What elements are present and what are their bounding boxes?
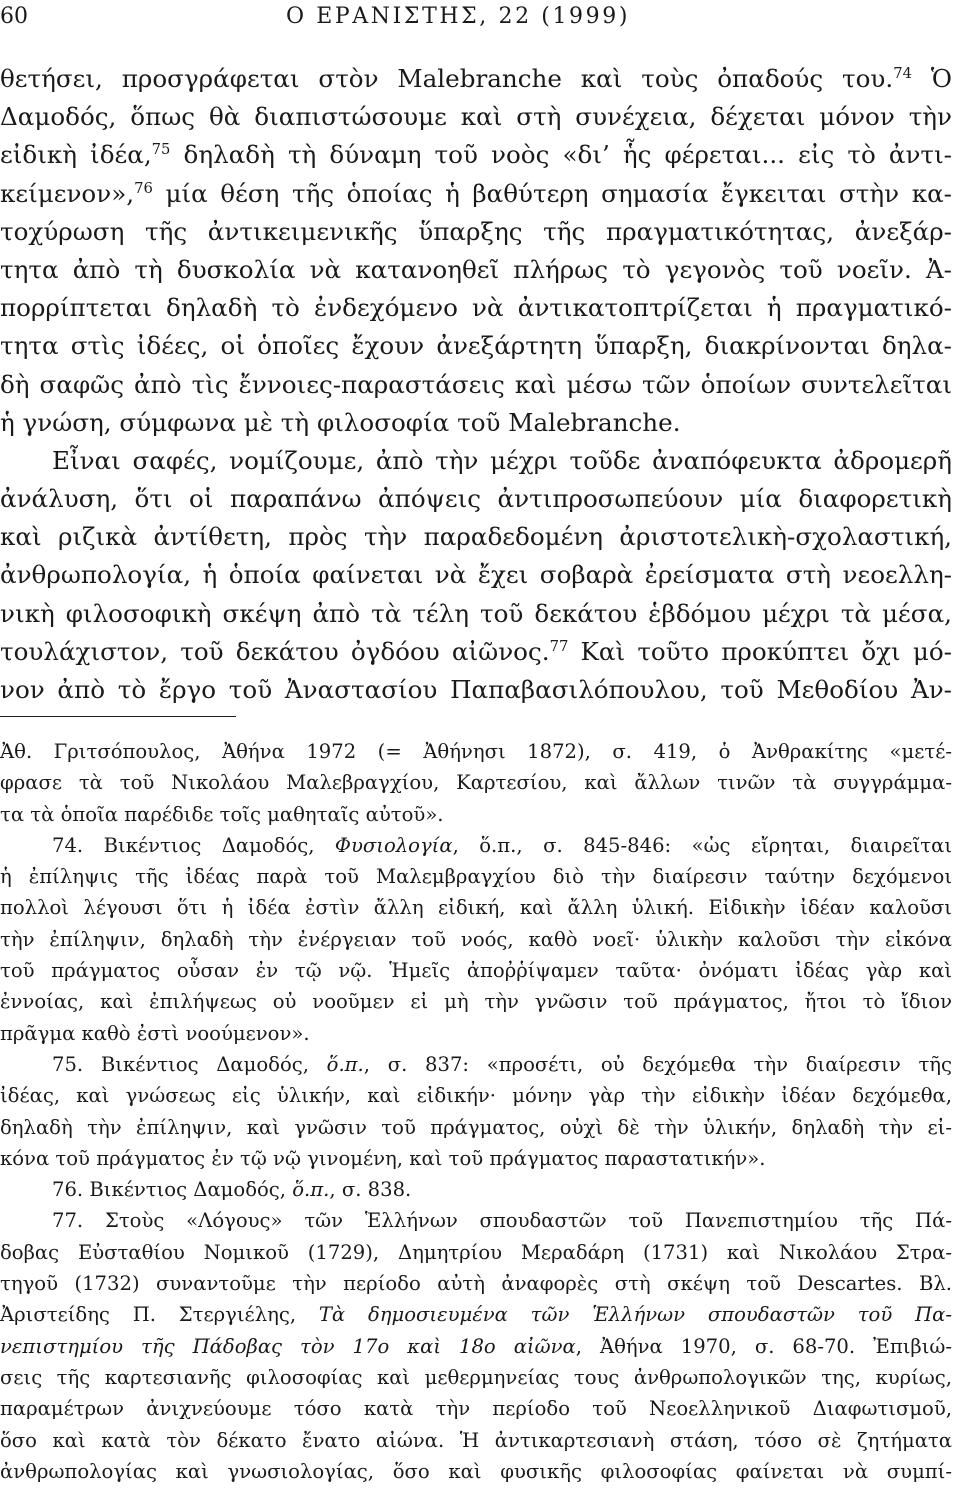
text-line: ἡ γνώση, σύμφωνα μὲ τὴ φιλοσοφία τοῦ Malebranche.	[0, 407, 681, 437]
main-text	[0, 60, 952, 709]
footnote-line: τα τὰ ὁποῖα παρέδιδε τοῖς μαθηταῖς αὐτοῦ».	[0, 802, 444, 826]
footnote-line: δοβας Εὐσταθίου Νομικοῦ (1729), Δημητρίου Μεραδάρη (1731) καὶ Νικολάου Στρα-	[0, 1240, 952, 1264]
footnote-line: πρᾶγμα καθὸ ἐστὶ νοούμενον».	[0, 1021, 310, 1045]
footnote-separator	[0, 716, 236, 717]
footnote-line: ἡ ἐπίληψις τῆς ἰδέας παρὰ τοῦ Μαλεμβραγχίου διὸ τὴν διαίρεσιν ταύτην δεχόμενοι	[0, 865, 952, 889]
text-line: δὴ σαφῶς ἀπὸ τὶς ἔννοιες-παραστάσεις καὶ μέσω τῶν ὁποίων συντελεῖται	[0, 369, 952, 399]
footnote-line: ἐννοίας, καὶ ἐπιλήψεως οὐ νοοῦμεν εἰ μὴ τὴν γνῶσιν τοῦ πράγματος, ἤτοι τὸ ἴδιον	[0, 990, 952, 1014]
footnote-line: Ἀριστείδης Π. Στεργιέλης, Τὰ δημοσιευμένα τῶν Ἑλλήνων σπουδαστῶν τοῦ Πα-	[0, 1303, 952, 1327]
footnote-line: ἀνθρωπολογίας καὶ γνωσιολογίας, ὅσο καὶ φυσικῆς φιλοσοφίας φαίνεται νὰ συμπί-	[0, 1459, 952, 1483]
running-header	[0, 4, 960, 34]
footnote-77-start: 77. Στοὺς «Λόγους» τῶν Ἑλλήνων σπουδαστῶν τοῦ Πανεπιστημίου τῆς Πά-	[52, 1209, 952, 1233]
page-number: 60	[0, 4, 28, 29]
text-line: ἀνάλυση, ὅτι οἱ παραπάνω ἀπόψεις ἀντιπροσωπεύουν μία διαφορετικὴ	[0, 484, 952, 514]
journal-title: Ο ΕΡΑΝΙΣΤΗΣ, 22 (1999)	[286, 4, 631, 29]
footnote-line: Ἀθ. Γριτσόπουλος, Ἀθήνα 1972 (= Ἀθήνησι 1872), σ. 419, ὁ Ἀνθρακίτης «μετέ-	[0, 740, 952, 763]
footnote-line: τὴν ἐπίληψιν, δηλαδὴ τὴν ἐνέργειαν τοῦ νοός, καθὸ νοεῖ· ὑλικὴν καλοῦσι τὴν εἰκόνα	[0, 927, 952, 951]
text-line: τοχύρωση τῆς ἀντικειμενικῆς ὕπαρξης τῆς πραγματικότητας, ἀνεξάρ-	[0, 216, 952, 246]
footnote-line: σεις τῆς καρτεσιανῆς φιλοσοφίας καὶ μεθερμηνείας τους ἀνθρωπολογικῶν της, κυρίως,	[0, 1365, 952, 1389]
footnote-line: πολλοὶ λέγουσι ὅτι ἡ ἰδέα ἐστὶν ἄλλη εἰδική, καὶ ἄλλη ὑλική. Εἰδικὴν ἰδέαν καλοῦσι	[0, 896, 952, 920]
footnote-line: κόνα τοῦ πράγματος ἐν τῷ νῷ γινομένη, καὶ τοῦ πράγματος παραστατικήν».	[0, 1146, 766, 1170]
footnote-line: νεπιστημίου τῆς Πάδοβας τὸν 17ο καὶ 18ο αἰῶνα, Ἀθήνα 1970, σ. 68-70. Ἐπιβιώ-	[0, 1334, 952, 1358]
paragraph-start-line: Εἶναι σαφές, νομίζουμε, ἀπὸ τὴν μέχρι τοῦδε ἀναπόφευκτα ἀδρομερῆ	[52, 445, 952, 475]
text-line: θετήσει, προσγράφεται στὸν Malebranche καὶ τοὺς ὀπαδούς του.$^{74}$ Ὁ	[0, 64, 952, 93]
footnote-line: ὅσο καὶ κατὰ τὸν δέκατο ἔνατο αἰώνα. Ἡ ἀντικαρτεσιανὴ στάση, τόσο σὲ ζητήματα	[0, 1428, 952, 1452]
footnotes	[0, 736, 952, 1487]
footnote-line: ἰδέας, καὶ γνώσεως εἰς ὑλικήν, καὶ εἰδικήν· μόνην γὰρ τὴν εἰδικὴν ἰδέαν δεχόμεθα,	[0, 1084, 952, 1108]
text-line: τητα ἀπὸ τὴ δυσκολία νὰ κατανοηθεῖ πλήρως τὸ γεγονὸς τοῦ νοεῖν. Ἀ-	[0, 254, 952, 284]
text-line: τουλάχιστον, τοῦ δεκάτου ὀγδόου αἰῶνος.$^{77}$ Καὶ τοῦτο προκύπτει ὄχι μό-	[0, 636, 952, 666]
footnote-line: φρασε τὰ τοῦ Νικολάου Μαλεβραγχίου, Καρτεσίου, καὶ ἄλλων τινῶν τὰ συγγράμμα-	[0, 771, 952, 795]
footnote-74-start: 74. Βικέντιος Δαμοδός, Φυσιολογία, ὅ.π., σ. 845-846: «ὡς εἴρηται, διαιρεῖται	[52, 833, 952, 857]
footnote-line: τηγοῦ (1732) συναντοῦμε τὴν περίοδο αὐτὴ ἀναφορὲς στὴ σκέψη τοῦ Descartes. Βλ.	[0, 1272, 952, 1296]
text-line: νικὴ φιλοσοφικὴ σκέψη ἀπὸ τὰ τέλη τοῦ δεκάτου ἑβδόμου μέχρι τὰ μέσα,	[0, 598, 952, 628]
footnote-75-start: 75. Βικέντιος Δαμοδός, ὅ.π., σ. 837: «προσέτι, οὐ δεχόμεθα τὴν διαίρεσιν τῆς	[52, 1052, 952, 1076]
footnote-line: τοῦ πράγματος οὖσαν ἐν τῷ νῷ. Ἡμεῖς ἀποῤῥίψαμεν ταῦτα· ὀνόματι ἰδέας γὰρ καὶ	[0, 959, 952, 983]
text-line: κείμενον»,$^{76}$ μία θέση τῆς ὁποίας ἡ βαθύτερη σημασία ἔγκειται στὴν κα-	[0, 178, 952, 208]
footnote-76: 76. Βικέντιος Δαμοδός, ὅ.π., σ. 838.	[52, 1178, 412, 1202]
text-line: εἰδικὴ ἰδέα,$^{75}$ δηλαδὴ τὴ δύναμη τοῦ νοὸς «δι’ ἧς φέρεται... εἰς τὸ ἀντι-	[0, 140, 952, 170]
text-line: ἀνθρωπολογία, ἡ ὁποία φαίνεται νὰ ἔχει σοβαρὰ ἐρείσματα στὴ νεοελλη-	[0, 560, 952, 590]
footnote-line: δηλαδὴ τὴν ἐπίληψιν, καὶ γνῶσιν τοῦ πράγματος, οὐχὶ δὲ τὴν ὑλικήν, δηλαδὴ τὴν εἰ-	[0, 1115, 952, 1139]
footnote-line: παραμέτρων ἀνιχνεύουμε τόσο κατὰ τὴν περίοδο τοῦ Νεοελληνικοῦ Διαφωτισμοῦ,	[0, 1397, 952, 1421]
text-line: νον ἀπὸ τὸ ἔργο τοῦ Ἀναστασίου Παπαβασιλόπουλου, τοῦ Μεθοδίου Ἀν-	[0, 675, 952, 704]
text-line: Δαμοδός, ὅπως θὰ διαπιστώσουμε καὶ στὴ συνέχεια, δέχεται μόνον τὴν	[0, 102, 952, 132]
text-line: καὶ ριζικὰ ἀντίθετη, πρὸς τὴν παραδεδομένη ἀριστοτελικὴ-σχολαστική,	[0, 522, 952, 552]
text-line: πορρίπτεται δηλαδὴ τὸ ἐνδεχόμενο νὰ ἀντικατοπτρίζεται ἡ πραγματικό-	[0, 293, 952, 323]
text-line: τητα στὶς ἰδέες, οἱ ὁποῖες ἔχουν ἀνεξάρτητη ὕπαρξη, διακρίνονται δηλα-	[0, 331, 952, 361]
